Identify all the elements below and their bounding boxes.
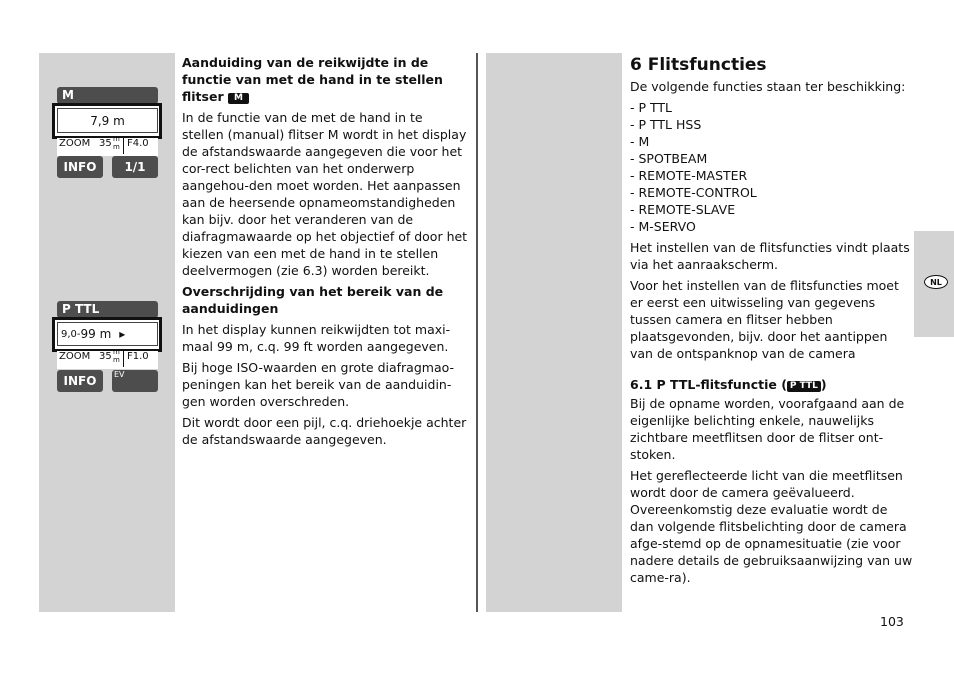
function-item: - M [630, 134, 650, 149]
function-item: - P TTL [630, 100, 673, 115]
range-min: 9,0- [61, 328, 81, 340]
zoom-unit-top-2: m [113, 348, 120, 356]
function-item: - SPOTBEAM [630, 151, 708, 166]
mode-bar-m: M [57, 87, 158, 104]
overflow-arrow-icon: ▸ [119, 327, 126, 341]
zoom-row-2 [57, 348, 158, 369]
aperture-value-2: F1.0 [127, 351, 149, 362]
middle-sidebar-panel [486, 53, 622, 612]
info-button-2[interactable]: INFO [57, 370, 103, 392]
range-value: 7,9 m [90, 113, 125, 128]
zoom-value-2: 35 [99, 351, 112, 362]
function-item: - REMOTE-MASTER [630, 168, 748, 183]
page-number: 103 [880, 614, 904, 629]
zoom-unit-top: m [113, 135, 120, 143]
ev-button[interactable] [112, 370, 158, 392]
function-item: - REMOTE-SLAVE [630, 202, 736, 217]
heading-range-manual [182, 54, 468, 105]
function-list [630, 99, 914, 235]
paragraph-touchscreen: Het instellen van de flitsfuncties vindt plaats via het aanraakscherm. [630, 240, 910, 272]
aperture-value: F4.0 [127, 138, 149, 149]
paragraph-manual-range: In de functie van de met de hand in te stellen (manual) flitser M wordt in het display de afstandswaarde aangegeven die voor het cor-rect belichten van het onderwerp aangehou-den moet worden. Het aanpassen aan de heersende opnameomstandigheden kan bijv. door het veranderen van de diafragmawaarde op het objectief of door het kiezen van een met de hand in te stellen deelvermogen (zie 6.3) worden bereikt. [182, 110, 468, 278]
paragraph-preflash: Bij de opname worden, voorafgaand aan de eigenlijke belichting enkele, nauwelijks zichtbare meetflitsen door de flitser ont-stoken. [630, 396, 905, 462]
right-text-column [630, 54, 914, 590]
zoom-divider [123, 136, 124, 154]
paragraph-data-exchange: Voor het instellen van de flitsfuncties moet er eerst een uitwisseling van gegevens tussen camera en flitser hebben plaatsgevonden, bijv. door het aantippen van de ontspanknop van de camera [630, 278, 899, 361]
column-divider [476, 53, 478, 612]
zoom-row [57, 135, 158, 156]
zoom-divider-2 [123, 349, 124, 367]
section-title-close: ) [820, 377, 827, 392]
function-item: - P TTL HSS [630, 117, 702, 132]
info-button[interactable]: INFO [57, 156, 103, 178]
paragraph-max-range: In het display kunnen reikwijdten tot maxi-maal 99 m, c.q. 99 ft worden aangegeven. [182, 322, 451, 354]
functions-intro: De volgende functies staan ter beschikking: [630, 79, 906, 94]
heading-range-manual-text: Aanduiding van de reikwijdte in de functie van met de hand in te stellen flitser [182, 55, 443, 104]
function-item: - M-SERVO [630, 219, 696, 234]
zoom-label-2: ZOOM [59, 351, 91, 362]
ev-label: EV [114, 370, 125, 379]
range-field [57, 108, 158, 133]
zoom-label: ZOOM [59, 138, 91, 149]
chapter-title: 6 Flitsfuncties [630, 55, 767, 75]
pttl-badge: P TTL [787, 381, 821, 392]
mode-bar-pttl: P TTL [57, 301, 158, 318]
language-badge: NL [924, 275, 948, 289]
zoom-value: 35 [99, 138, 112, 149]
m-mode-badge: M [228, 93, 249, 104]
left-text-column [182, 54, 468, 452]
range-field-2 [57, 322, 158, 346]
power-ratio-button[interactable]: 1/1 [112, 156, 158, 178]
section-title-text: 6.1 P TTL-flitsfunctie ( [630, 377, 787, 392]
range-max: 99 m [80, 327, 112, 341]
paragraph-iso-overflow: Bij hoge ISO-waarden en grote diafragmao-peningen kan het bereik van de aanduidin-gen worden overschreden. [182, 360, 454, 409]
function-item: - REMOTE-CONTROL [630, 185, 757, 200]
zoom-unit-bottom-2: m [113, 356, 120, 364]
zoom-unit-bottom: m [113, 143, 120, 151]
section-title-pttl [630, 376, 914, 393]
heading-range-overflow: Overschrijding van het bereik van de aanduidingen [182, 284, 444, 316]
paragraph-evaluation: Het gereflecteerde licht van die meetflitsen wordt door de camera geëvalueerd. Overeenkomstig deze evaluatie wordt de dan volgende flitsbelichting door de camera afge-stemd op de opnamesituatie (zie voor nadere details de gebruiksaanwijzing van uw came-ra). [630, 468, 913, 585]
paragraph-arrow-indicator: Dit wordt door een pijl, c.q. driehoekje achter de afstandswaarde aangegeven. [182, 415, 467, 447]
